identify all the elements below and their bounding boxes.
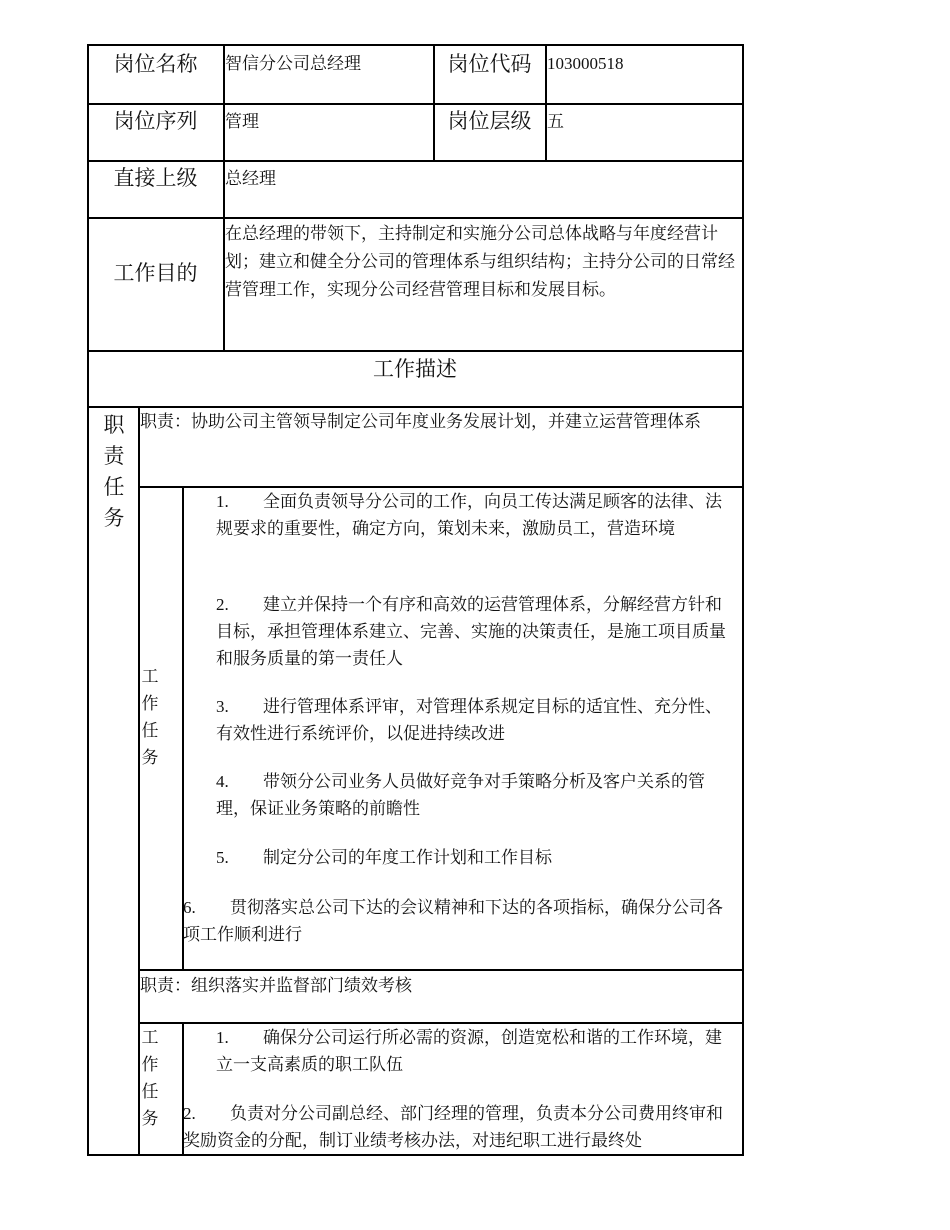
- row-divider: [87, 350, 744, 352]
- duties-side-label: 职责任务: [103, 413, 125, 530]
- task-item: 6. 贯彻落实总公司下达的会议精神和下达的各项指标，确保分公司各项工作顺利进行: [183, 898, 723, 944]
- table-border-left: [87, 44, 89, 1156]
- task-item: 2. 建立并保持一个有序和高效的运营管理体系，分解经营方针和目标，承担管理体系建立、完善、实施的决策责任，是施工项目质量和服务质量的第一责任人: [216, 595, 726, 668]
- position-level-label: 岗位层级: [447, 109, 532, 133]
- position-code-label: 岗位代码: [447, 52, 532, 76]
- position-level-value: 五: [547, 112, 564, 131]
- duty-1-text: 职责：协助公司主管领导制定公司年度业务发展计划，并建立运营管理体系: [140, 412, 701, 431]
- row-divider: [87, 103, 744, 105]
- task-item: 2. 负责对分公司副总经、部门经理的管理，负责本分公司费用终审和奖励资金的分配，制订业绩考核办法，对违纪职工进行最终处: [183, 1104, 723, 1150]
- position-name-label: 岗位名称: [113, 52, 198, 76]
- task-item: 1. 全面负责领导分公司的工作，向员工传达满足顾客的法律、法规要求的重要性，确定方向，策划未来，激励员工，营造环境: [216, 492, 722, 538]
- task-item: 5. 制定分公司的年度工作计划和工作目标: [216, 848, 552, 867]
- position-series-value: 管理: [225, 112, 259, 131]
- position-name-value: 智信分公司总经理: [225, 54, 361, 73]
- table-border-right: [742, 44, 744, 1156]
- position-code-value: 103000518: [547, 54, 624, 73]
- purpose-value: 在总经理的带领下，主持制定和实施分公司总体战略与年度经营计划；建立和健全分公司的管理体系与组织结构；主持分公司的日常经营管理工作，实现分公司经营管理目标和发展目标。: [225, 224, 735, 299]
- supervisor-label: 直接上级: [113, 166, 198, 190]
- task-item: 3. 进行管理体系评审，对管理体系规定目标的适宜性、充分性、有效性进行系统评价，以促进持续改进: [216, 697, 722, 743]
- section-title: 工作描述: [373, 357, 457, 381]
- column-divider: [223, 44, 225, 351]
- duty-2-text: 职责：组织落实并监督部门绩效考核: [140, 976, 412, 995]
- row-divider: [87, 160, 744, 162]
- row-divider: [138, 969, 744, 971]
- supervisor-value: 总经理: [225, 169, 276, 188]
- duty-1-tasks-label: 工作任务: [141, 667, 159, 767]
- position-series-label: 岗位序列: [113, 109, 198, 133]
- row-divider: [87, 217, 744, 219]
- purpose-label: 工作目的: [113, 261, 198, 285]
- task-item: 4. 带领分公司业务人员做好竞争对手策略分析及客户关系的管理，保证业务策略的前瞻性: [216, 772, 705, 818]
- table-border-top: [87, 44, 744, 46]
- table-border-bottom: [87, 1154, 744, 1156]
- duty-2-tasks-label: 工作任务: [141, 1028, 159, 1128]
- task-item: 1. 确保分公司运行所必需的资源，创造宽松和谐的工作环境，建立一支高素质的职工队伍: [216, 1028, 722, 1074]
